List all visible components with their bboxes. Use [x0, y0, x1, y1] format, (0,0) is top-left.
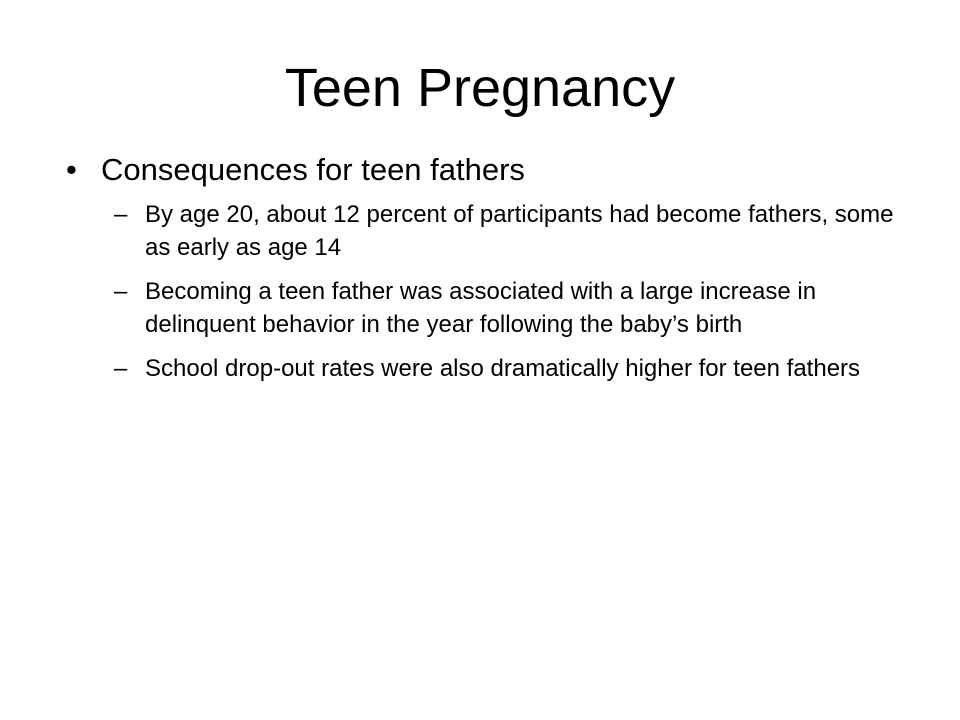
- sub-bullet-list: [64, 198, 904, 385]
- sub-bullet-text: School drop-out rates were also dramatically higher for teen fathers: [145, 355, 861, 382]
- bullet-marker-icon: •: [66, 152, 77, 187]
- sub-bullet-item: [64, 352, 904, 385]
- dash-marker-icon: –: [114, 278, 128, 305]
- slide-title: Teen Pregnancy: [284, 58, 676, 118]
- bullet-item: [64, 150, 904, 190]
- sub-bullet-text: Becoming a teen father was associated with a large increase in delinquent behavior in the year following the baby’s birth: [145, 278, 817, 338]
- slide-content: [64, 150, 904, 396]
- bullet-text: Consequences for teen fathers: [101, 152, 525, 187]
- dash-marker-icon: –: [114, 355, 128, 382]
- sub-bullet-text: By age 20, about 12 percent of participants had become fathers, some as early as age 14: [145, 201, 894, 261]
- sub-bullet-item: [64, 275, 904, 341]
- dash-marker-icon: –: [114, 201, 128, 228]
- sub-bullet-item: [64, 198, 904, 264]
